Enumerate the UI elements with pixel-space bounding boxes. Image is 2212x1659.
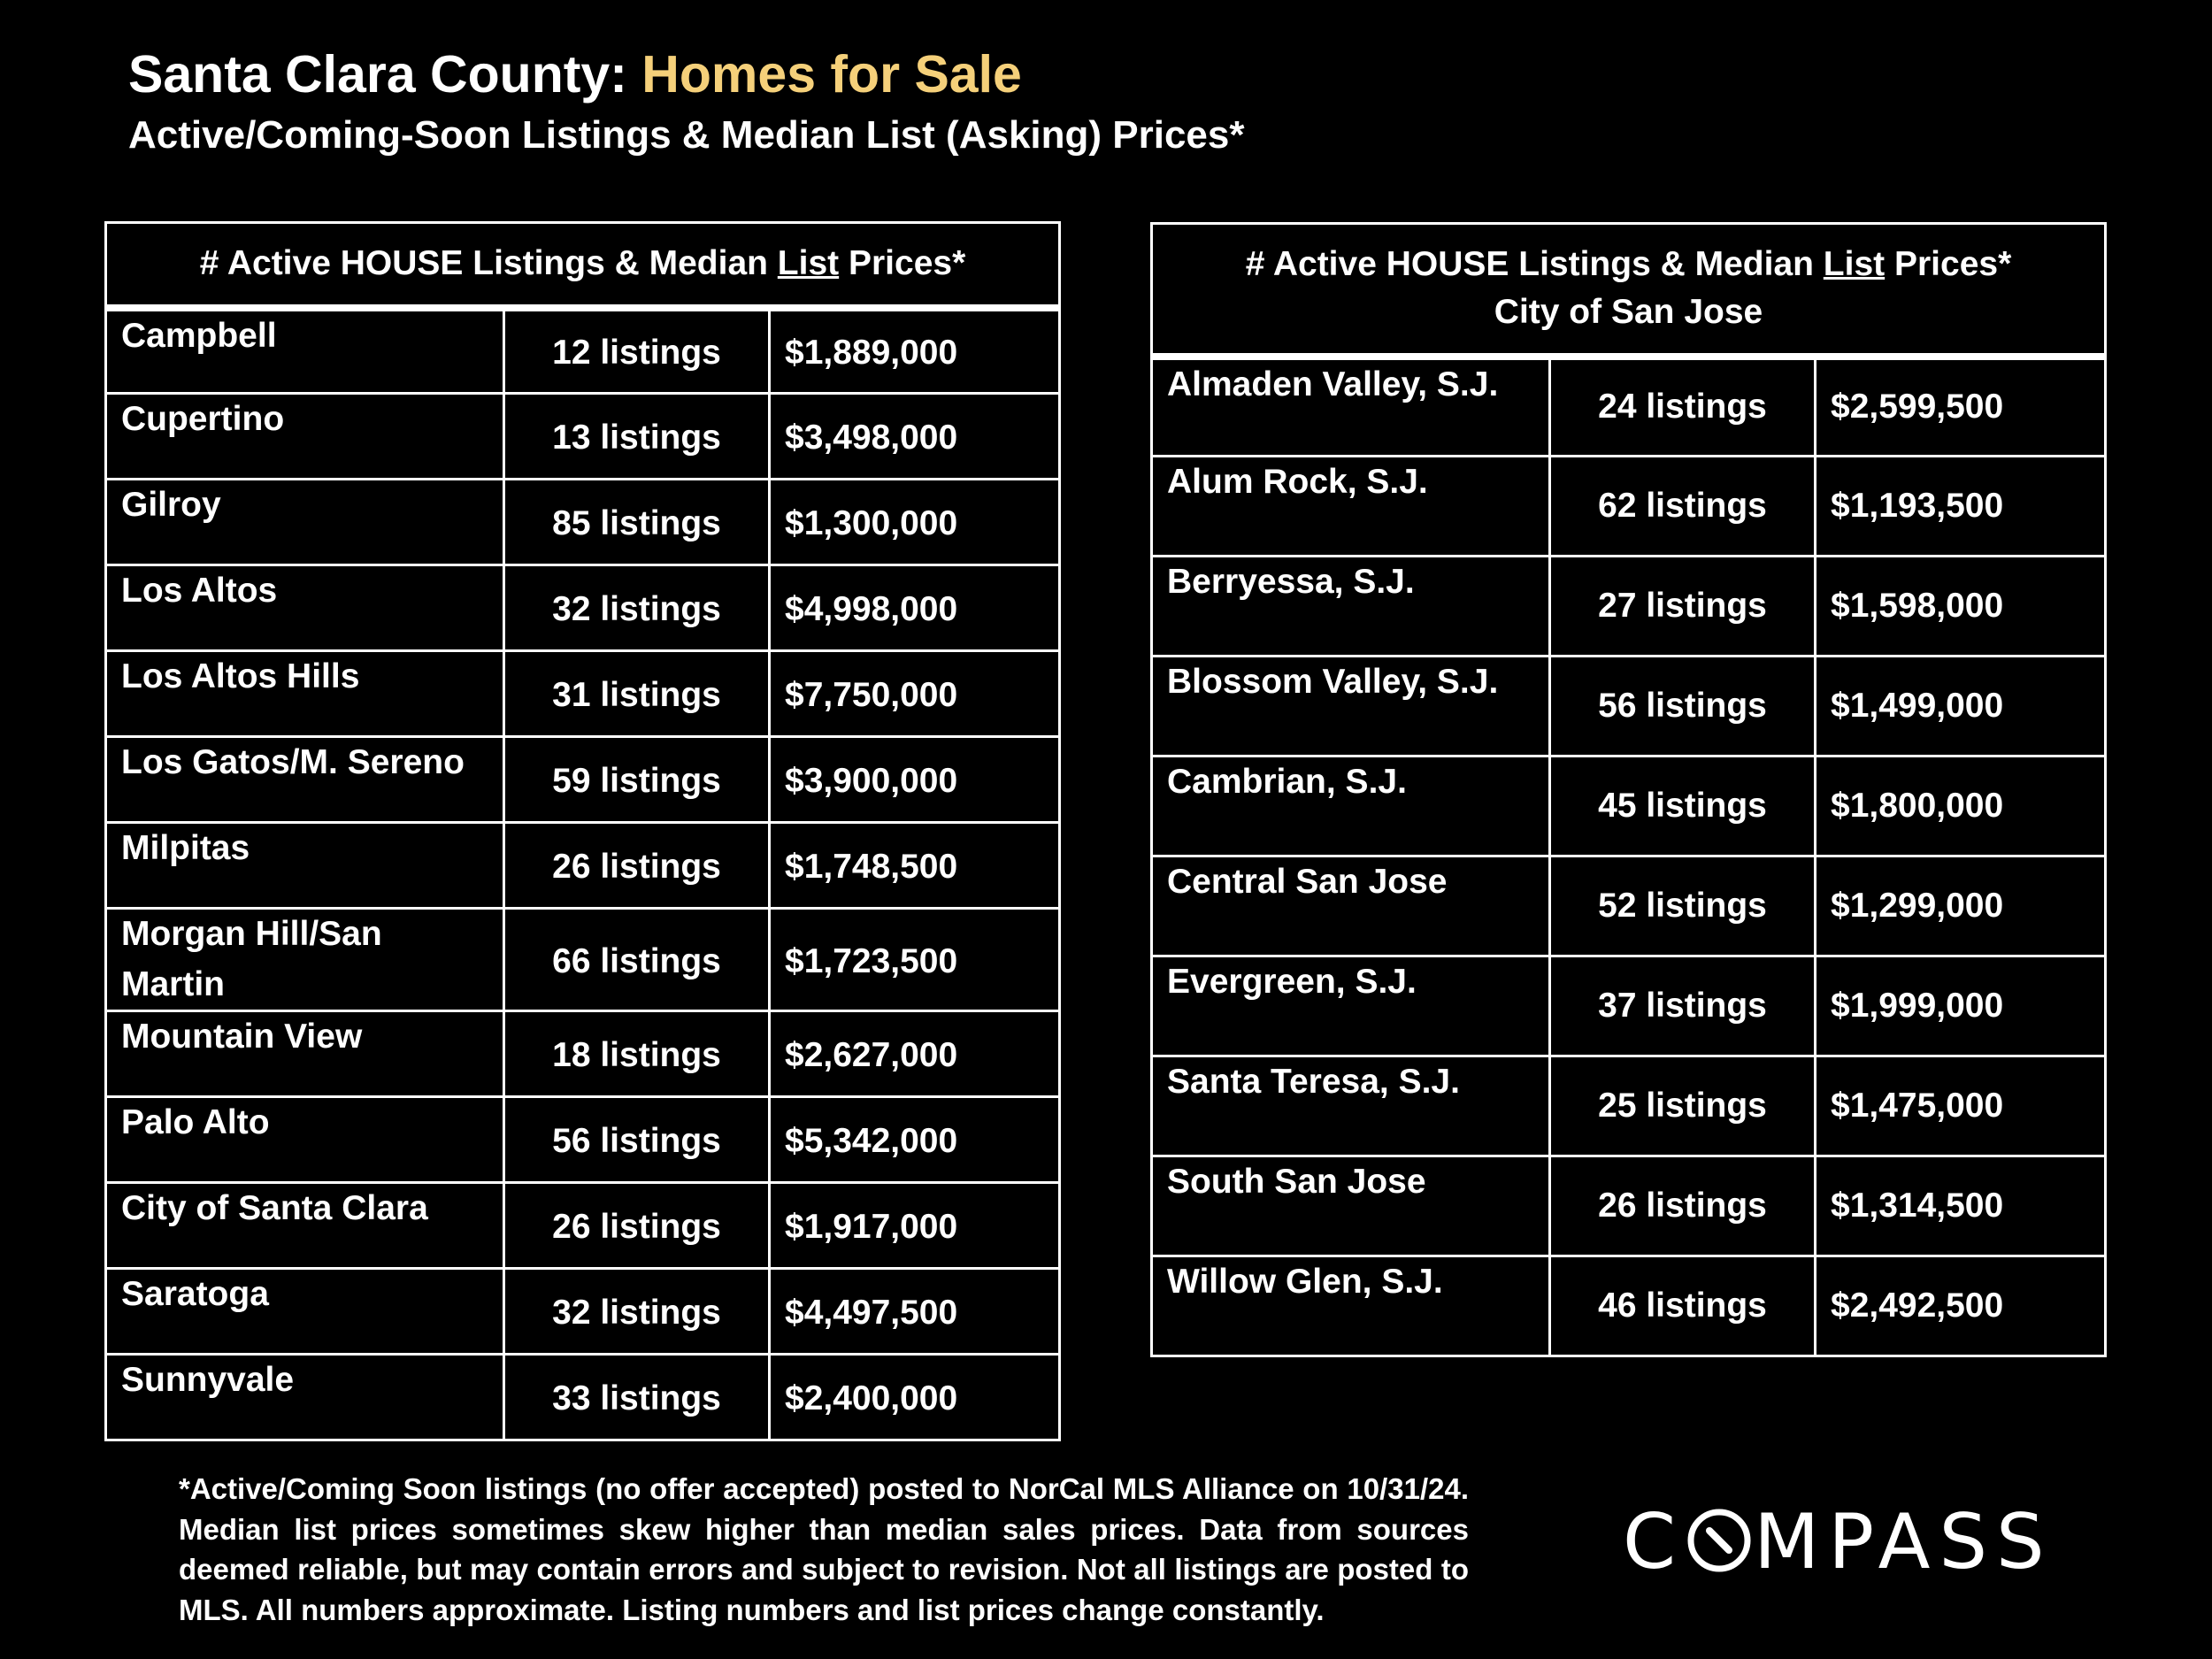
listing-count: 13 listings (504, 394, 770, 480)
county-table-header-underlined: List (777, 243, 840, 282)
listing-count: 62 listings (1550, 457, 1816, 557)
table-row (1152, 357, 2106, 457)
page-subtitle: Active/Coming-Soon Listings & Median List (Asking) Prices* (128, 113, 1245, 157)
county-table-header-post: Prices* (839, 243, 966, 282)
median-list-price: $2,492,500 (1816, 1256, 2106, 1356)
table-row (106, 480, 1060, 565)
table-row (106, 909, 1060, 1011)
area-name: Blossom Valley, S.J. (1152, 657, 1550, 757)
median-list-price: $1,917,000 (770, 1183, 1060, 1269)
median-list-price: $5,342,000 (770, 1097, 1060, 1183)
area-name: City of Santa Clara (106, 1183, 504, 1269)
listing-count: 56 listings (1550, 657, 1816, 757)
table-row (1152, 956, 2106, 1056)
page-title (128, 46, 1022, 104)
table-row (106, 1011, 1060, 1097)
median-list-price: $2,599,500 (1816, 357, 2106, 457)
san-jose-table-header-underlined: List (1823, 244, 1886, 283)
title-highlight: Homes for Sale (641, 45, 1022, 104)
listing-count: 27 listings (1550, 557, 1816, 657)
median-list-price: $1,598,000 (1816, 557, 2106, 657)
median-list-price: $1,193,500 (1816, 457, 2106, 557)
area-name: Los Gatos/M. Sereno (106, 737, 504, 823)
area-name: Berryessa, S.J. (1152, 557, 1550, 657)
listing-count: 31 listings (504, 651, 770, 737)
listing-count: 85 listings (504, 480, 770, 565)
table-row (106, 823, 1060, 909)
table-row (1152, 657, 2106, 757)
listing-count: 37 listings (1550, 956, 1816, 1056)
area-name: Sunnyvale (106, 1355, 504, 1440)
table-row (1152, 557, 2106, 657)
area-name: Campbell (106, 308, 504, 394)
median-list-price: $1,300,000 (770, 480, 1060, 565)
median-list-price: $1,889,000 (770, 308, 1060, 394)
table-row (1152, 757, 2106, 856)
median-list-price: $2,400,000 (770, 1355, 1060, 1440)
median-list-price: $1,314,500 (1816, 1156, 2106, 1256)
table-row (106, 1097, 1060, 1183)
median-list-price: $1,748,500 (770, 823, 1060, 909)
area-name: Mountain View (106, 1011, 504, 1097)
listing-count: 59 listings (504, 737, 770, 823)
footnote: *Active/Coming Soon listings (no offer accepted) posted to NorCal MLS Alliance on 10/31/24. Median list prices sometimes skew higher than median sales prices. Data from sources deemed reliable, but may contain errors and subject to revision. Not all listings are posted to MLS. All numbers approximate. Listing numbers and list prices change constantly. (179, 1472, 1469, 1626)
area-name: Cambrian, S.J. (1152, 757, 1550, 856)
listing-count: 33 listings (504, 1355, 770, 1440)
listing-count: 18 listings (504, 1011, 770, 1097)
median-list-price: $3,900,000 (770, 737, 1060, 823)
area-name: Saratoga (106, 1269, 504, 1355)
table-row (1152, 1056, 2106, 1156)
table-row (106, 565, 1060, 651)
median-list-price: $3,498,000 (770, 394, 1060, 480)
median-list-price: $1,723,500 (770, 909, 1060, 1011)
san-jose-table-header (1152, 224, 2106, 357)
area-name: Almaden Valley, S.J. (1152, 357, 1550, 457)
county-table-body (106, 308, 1060, 1440)
table-row (106, 1183, 1060, 1269)
listing-count: 46 listings (1550, 1256, 1816, 1356)
san-jose-table-header-pre: # Active HOUSE Listings & Median (1245, 244, 1824, 283)
median-list-price: $4,998,000 (770, 565, 1060, 651)
county-table-header-pre: # Active HOUSE Listings & Median (199, 243, 778, 282)
median-list-price: $1,299,000 (1816, 856, 2106, 956)
listing-count: 26 listings (1550, 1156, 1816, 1256)
area-name: Palo Alto (106, 1097, 504, 1183)
compass-logo (1623, 1498, 2054, 1586)
listing-count: 24 listings (1550, 357, 1816, 457)
area-name: South San Jose (1152, 1156, 1550, 1256)
table-row (1152, 457, 2106, 557)
listing-count: 32 listings (504, 1269, 770, 1355)
listing-count: 56 listings (504, 1097, 770, 1183)
area-name: Los Altos Hills (106, 651, 504, 737)
san-jose-listings-table (1150, 222, 2107, 1357)
title-prefix: Santa Clara County: (128, 45, 627, 104)
county-table-header (106, 223, 1060, 308)
table-row (106, 1269, 1060, 1355)
listing-count: 12 listings (504, 308, 770, 394)
area-name: Milpitas (106, 823, 504, 909)
logo-letter-c: C (1623, 1498, 1686, 1586)
county-listings-table (104, 221, 1061, 1441)
listing-count: 45 listings (1550, 757, 1816, 856)
area-name: Santa Teresa, S.J. (1152, 1056, 1550, 1156)
median-list-price: $1,999,000 (1816, 956, 2106, 1056)
san-jose-table-header-post: Prices* (1885, 244, 2012, 283)
area-name: Central San Jose (1152, 856, 1550, 956)
median-list-price: $2,627,000 (770, 1011, 1060, 1097)
table-row (1152, 1256, 2106, 1356)
table-row (106, 1355, 1060, 1440)
table-row (106, 394, 1060, 480)
listing-count: 26 listings (504, 1183, 770, 1269)
table-row (106, 737, 1060, 823)
median-list-price: $7,750,000 (770, 651, 1060, 737)
area-name: Evergreen, S.J. (1152, 956, 1550, 1056)
area-name: Morgan Hill/San Martin (106, 909, 504, 1011)
area-name: Willow Glen, S.J. (1152, 1256, 1550, 1356)
listing-count: 32 listings (504, 565, 770, 651)
median-list-price: $1,499,000 (1816, 657, 2106, 757)
area-name: Los Altos (106, 565, 504, 651)
area-name: Alum Rock, S.J. (1152, 457, 1550, 557)
table-row (106, 651, 1060, 737)
table-row (1152, 856, 2106, 956)
median-list-price: $1,475,000 (1816, 1056, 2106, 1156)
table-row (1152, 1156, 2106, 1256)
median-list-price: $1,800,000 (1816, 757, 2106, 856)
compass-o-icon (1686, 1508, 1752, 1586)
area-name: Gilroy (106, 480, 504, 565)
listing-count: 52 listings (1550, 856, 1816, 956)
san-jose-table-header-line2: City of San Jose (1494, 293, 1763, 332)
area-name: Cupertino (106, 394, 504, 480)
table-row (106, 308, 1060, 394)
median-list-price: $4,497,500 (770, 1269, 1060, 1355)
listing-count: 25 listings (1550, 1056, 1816, 1156)
logo-letters-mpass: MPASS (1754, 1498, 2054, 1586)
listing-count: 66 listings (504, 909, 770, 1011)
listing-count: 26 listings (504, 823, 770, 909)
san-jose-table-body (1152, 357, 2106, 1356)
